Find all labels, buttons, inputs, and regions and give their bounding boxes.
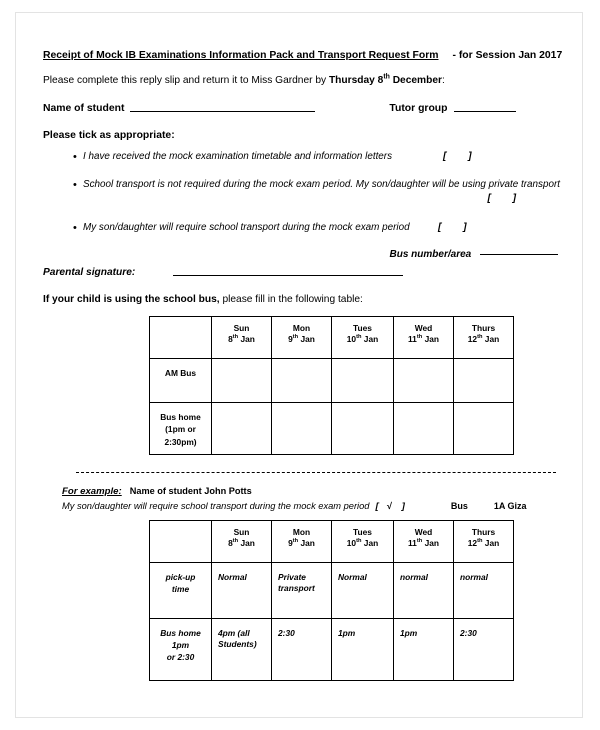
intro-paragraph bbox=[43, 75, 568, 87]
row-label-line-1: Bus home bbox=[160, 627, 201, 638]
col-month: Jan bbox=[484, 537, 500, 548]
parental-signature-input[interactable] bbox=[173, 275, 403, 276]
col-day-number: 12 bbox=[467, 537, 478, 548]
list-item bbox=[43, 150, 568, 164]
cell-home-wed: 1pm bbox=[394, 618, 454, 680]
example-title: For example: bbox=[62, 486, 122, 498]
tick-option-2-checkbox[interactable]: [ ] bbox=[487, 193, 516, 205]
row-label-bus-home bbox=[150, 618, 212, 680]
student-identity-row bbox=[43, 103, 568, 114]
cell-home-tues[interactable] bbox=[332, 403, 394, 455]
intro-deadline-day: Thursday 8 bbox=[328, 75, 384, 87]
cell-home-wed[interactable] bbox=[394, 403, 454, 455]
row-label-line-1: Bus home bbox=[160, 412, 201, 423]
col-day-name: Thurs bbox=[471, 323, 496, 334]
col-day-name: Tues bbox=[353, 526, 372, 537]
col-month: Jan bbox=[484, 334, 500, 345]
row-label-am-bus: AM Bus bbox=[150, 359, 212, 403]
example-checkbox-ticked: [ √ ] bbox=[375, 500, 405, 511]
list-item bbox=[43, 178, 568, 207]
column-header-thurs bbox=[454, 520, 514, 562]
cell-pickup-wed: normal bbox=[394, 562, 454, 618]
col-month: Jan bbox=[363, 537, 379, 548]
column-header-sun bbox=[212, 317, 272, 359]
row-label-bus-home bbox=[150, 403, 212, 455]
row-label-line-1: pick-up bbox=[165, 571, 196, 582]
document-page bbox=[15, 12, 583, 718]
row-label-line-3: 2:30pm) bbox=[164, 436, 197, 447]
name-of-student-input[interactable] bbox=[130, 111, 315, 112]
page-title-main: Receipt of Mock IB Examinations Information Pack and Transport Request Form bbox=[43, 50, 439, 61]
cell-am-sun[interactable] bbox=[212, 359, 272, 403]
column-header-mon bbox=[272, 520, 332, 562]
col-day-ordinal: th bbox=[477, 334, 483, 341]
col-month: Jan bbox=[240, 537, 255, 548]
example-section bbox=[43, 486, 568, 680]
col-day-name: Sun bbox=[233, 323, 250, 334]
list-item bbox=[43, 221, 568, 235]
cell-am-wed[interactable] bbox=[394, 359, 454, 403]
col-day-ordinal: th bbox=[232, 537, 239, 544]
corner-cell bbox=[150, 317, 212, 359]
bullet-point-icon: • bbox=[73, 150, 77, 163]
blank-schedule-table bbox=[149, 316, 514, 455]
column-header-wed bbox=[394, 520, 454, 562]
tick-option-1-text: I have received the mock examination timetable and information letters bbox=[83, 150, 393, 162]
bullet-point-icon: • bbox=[73, 221, 77, 234]
example-student-name: Name of student John Potts bbox=[129, 486, 252, 497]
intro-suffix: : bbox=[441, 75, 445, 87]
intro-deadline-ordinal: th bbox=[383, 74, 390, 82]
example-bus-label: Bus bbox=[450, 500, 468, 511]
tick-option-3-checkbox[interactable]: [ ] bbox=[438, 221, 467, 233]
column-header-tues bbox=[332, 520, 394, 562]
column-header-mon bbox=[272, 317, 332, 359]
parental-signature-label: Parental signature: bbox=[43, 267, 136, 279]
col-day-number: 12 bbox=[467, 334, 478, 345]
cell-home-thurs[interactable] bbox=[454, 403, 514, 455]
table-instruction-note bbox=[43, 294, 568, 305]
col-day-ordinal: th bbox=[356, 334, 362, 341]
cell-home-sun: 4pm (all Students) bbox=[212, 618, 272, 680]
column-header-sun bbox=[212, 520, 272, 562]
tick-options-list bbox=[43, 150, 568, 235]
table-note-bold: If your child is using the school bus, bbox=[43, 294, 220, 306]
example-schedule-table-wrap bbox=[149, 520, 568, 681]
corner-cell bbox=[150, 520, 212, 562]
example-schedule-table bbox=[149, 520, 514, 681]
col-day-name: Wed bbox=[414, 526, 433, 537]
col-month: Jan bbox=[300, 537, 315, 548]
tick-option-1-checkbox[interactable]: [ ] bbox=[443, 150, 472, 162]
row-label-line-2: time bbox=[171, 583, 190, 594]
col-day-ordinal: th bbox=[232, 334, 239, 341]
name-of-student-label: Name of student bbox=[43, 102, 125, 114]
col-day-ordinal: th bbox=[292, 334, 299, 341]
table-row bbox=[150, 403, 514, 455]
col-day-name: Wed bbox=[414, 323, 433, 334]
col-month: Jan bbox=[300, 334, 315, 345]
cell-home-sun[interactable] bbox=[212, 403, 272, 455]
col-month: Jan bbox=[424, 537, 439, 548]
table-row bbox=[150, 562, 514, 618]
intro-deadline-month: December bbox=[389, 75, 442, 87]
row-label-line-3: or 2:30 bbox=[166, 652, 195, 662]
cell-pickup-sun: Normal bbox=[212, 562, 272, 618]
table-header-row bbox=[150, 317, 514, 359]
col-day-name: Tues bbox=[353, 323, 372, 334]
example-bus-value: 1A Giza bbox=[493, 500, 527, 511]
col-day-ordinal: th bbox=[356, 537, 362, 544]
document-content bbox=[43, 50, 568, 681]
cell-am-mon[interactable] bbox=[272, 359, 332, 403]
col-month: Jan bbox=[424, 334, 439, 345]
bus-number-label: Bus number/area bbox=[389, 249, 472, 261]
intro-prefix: Please complete this reply slip and return it to Miss Gardner by bbox=[43, 75, 329, 87]
col-day-number: 8 bbox=[228, 537, 233, 548]
col-day-ordinal: th bbox=[416, 334, 423, 341]
col-day-ordinal: th bbox=[477, 537, 483, 544]
row-label-line-2: (1pm or bbox=[165, 424, 196, 435]
cell-home-tues: 1pm bbox=[332, 618, 394, 680]
table-row bbox=[150, 359, 514, 403]
table-row bbox=[150, 618, 514, 680]
column-header-thurs bbox=[454, 317, 514, 359]
col-day-name: Mon bbox=[292, 323, 311, 334]
col-day-name: Sun bbox=[233, 526, 250, 537]
col-month: Jan bbox=[240, 334, 255, 345]
bus-number-input[interactable] bbox=[480, 254, 558, 255]
tick-instruction-heading: Please tick as appropriate: bbox=[43, 129, 175, 141]
column-header-wed bbox=[394, 317, 454, 359]
col-day-number: 11 bbox=[407, 334, 417, 345]
tutor-group-input[interactable] bbox=[454, 111, 516, 112]
cell-am-thurs[interactable] bbox=[454, 359, 514, 403]
col-day-number: 10 bbox=[346, 537, 357, 548]
bullet-point-icon: • bbox=[73, 179, 77, 192]
col-month: Jan bbox=[363, 334, 379, 345]
col-day-ordinal: th bbox=[292, 537, 299, 544]
cell-pickup-mon: Private transport bbox=[272, 562, 332, 618]
col-day-name: Mon bbox=[292, 526, 311, 537]
example-heading bbox=[62, 486, 568, 498]
table-header-row bbox=[150, 520, 514, 562]
tick-option-3-text: My son/daughter will require school transport during the mock exam period bbox=[83, 221, 410, 233]
example-statement: My son/daughter will require school transport during the mock exam period bbox=[62, 500, 370, 511]
col-day-name: Thurs bbox=[471, 526, 496, 537]
example-statement-row bbox=[62, 501, 568, 511]
table-note-rest: please fill in the following table: bbox=[219, 294, 363, 306]
page-title-session: - for Session Jan 2017 bbox=[452, 50, 563, 61]
col-day-number: 9 bbox=[288, 334, 293, 345]
section-divider bbox=[76, 472, 556, 473]
cell-pickup-tues: Normal bbox=[332, 562, 394, 618]
parental-signature-row bbox=[43, 267, 568, 278]
cell-pickup-thurs: normal bbox=[454, 562, 514, 618]
col-day-number: 9 bbox=[288, 537, 293, 548]
page-title bbox=[43, 50, 568, 62]
row-label-pickup-time bbox=[150, 562, 212, 618]
col-day-number: 11 bbox=[407, 537, 417, 548]
cell-home-thurs: 2:30 bbox=[454, 618, 514, 680]
row-label-line-2: 1pm bbox=[171, 639, 190, 650]
bus-number-row bbox=[43, 249, 568, 260]
col-day-ordinal: th bbox=[416, 537, 423, 544]
col-day-number: 8 bbox=[228, 334, 233, 345]
tutor-group-label: Tutor group bbox=[389, 102, 448, 114]
blank-schedule-table-wrap bbox=[43, 316, 568, 455]
col-day-number: 10 bbox=[346, 334, 357, 345]
column-header-tues bbox=[332, 317, 394, 359]
cell-home-mon[interactable] bbox=[272, 403, 332, 455]
cell-home-mon: 2:30 bbox=[272, 618, 332, 680]
tick-option-2-text: School transport is not required during the mock exam period. My son/daughter will be using private transport bbox=[83, 179, 560, 191]
cell-am-tues[interactable] bbox=[332, 359, 394, 403]
